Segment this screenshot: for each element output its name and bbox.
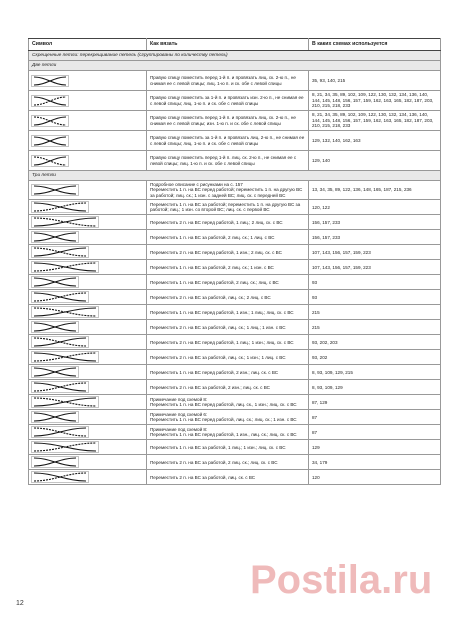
how-to-knit-cell: Переместить 1 п. на ВС за работой, 2 лиц. ск.; 1 изн. с ВС (147, 260, 309, 275)
used-in-charts-cell: 87 (309, 410, 441, 425)
cable-symbol-icon (31, 381, 89, 393)
cable-symbol-icon (31, 231, 79, 243)
used-in-charts-cell: 87 (309, 425, 441, 440)
table-row (29, 440, 441, 455)
symbol-cell (29, 245, 147, 260)
used-in-charts-cell: 93 (309, 275, 441, 290)
section-title: Две петли (29, 61, 441, 71)
used-in-charts-cell: 120 (309, 470, 441, 485)
symbol-cell (29, 470, 147, 485)
table-row (29, 91, 441, 111)
symbol-cell (29, 440, 147, 455)
table-row (29, 455, 441, 470)
header-symbol: Символ (29, 39, 147, 51)
how-to-knit-cell: Переместить 1 п. на ВС перед работой, 1 изн.; 1 лиц.; лиц. ск. с ВС (147, 305, 309, 320)
symbol-cell (29, 131, 147, 151)
legend-page (28, 38, 440, 485)
section-title: Скрещенные петли: перекрещивание петель (сгруппированы по количеству петель) (29, 51, 441, 61)
section-crossed (29, 51, 441, 61)
how-to-knit-cell: Подробное описание с рисунками на с. 157 Переместить 1 п. на ВС перед работой; переместить 1 п. на другую ВС за работой; лиц. ск.; 1 изн. с задней ВС; лиц. ск. с передней ВС (147, 181, 309, 200)
table-row (29, 395, 441, 410)
how-to-knit-cell: Правую спицу поместить за 1-й п. и провязать лиц. 2-ю п., не снимая ее с левой спицы; лиц. 1-ю п. и ск. обе с левой спицы (147, 131, 309, 151)
how-to-knit-cell: Примечание под схемой 8: Переместить 1 п. на ВС перед работой, лиц. ск., 1 изн.; лиц. ск. с ВС (147, 395, 309, 410)
table-row (29, 260, 441, 275)
how-to-knit-cell: Переместить 2 п. на ВС перед работой, 1 изн.; 2 лиц. ск. с ВС (147, 245, 309, 260)
cable-symbol-icon (31, 336, 89, 348)
used-in-charts-cell: 34, 179 (309, 455, 441, 470)
table-row (29, 151, 441, 171)
watermark-text: Postila.ru (250, 558, 433, 602)
used-in-charts-cell: 215 (309, 320, 441, 335)
header-used: В каких схемах используется (309, 39, 441, 51)
cable-symbol-icon (31, 306, 99, 318)
used-in-charts-cell: 8, 21, 34, 35, 89, 102, 109, 122, 130, 132, 134, 136, 140, 144, 145, 148, 156, 157, 159, 162, 163, 165, 182, 187, 203, 210, 215, 218, 233 (309, 111, 441, 131)
cable-symbol-icon (31, 135, 69, 147)
header-how: Как вязать (147, 39, 309, 51)
used-in-charts-cell: 8, 93, 109, 129, 215 (309, 365, 441, 380)
table-row (29, 470, 441, 485)
table-row (29, 215, 441, 230)
how-to-knit-cell: Правую спицу поместить за 1-й п. и провязать изн. 2-ю п., не снимая ее с левой спицы; лиц. 1-ю п. и ск. обе с левой спицы (147, 91, 309, 111)
used-in-charts-cell: 8, 93, 109, 129 (309, 380, 441, 395)
how-to-knit-cell: Правую спицу поместить перед 1-й п. лиц. ск. 2-ю п., не снимая ее с левой спицы; лиц. 1-ю п. и ск. обе с левой спицы (147, 151, 309, 171)
used-in-charts-cell: 13, 34, 35, 89, 122, 136, 148, 165, 187, 215, 236 (309, 181, 441, 200)
cable-symbol-icon (31, 95, 69, 107)
cable-symbol-icon (31, 441, 99, 453)
cable-symbol-icon (31, 155, 69, 167)
symbol-cell (29, 380, 147, 395)
table-row (29, 410, 441, 425)
used-in-charts-cell: 8, 21, 34, 35, 89, 102, 109, 122, 130, 132, 134, 136, 140, 144, 145, 148, 156, 157, 159, 162, 163, 165, 182, 187, 203, 210, 215, 218, 233 (309, 91, 441, 111)
symbols-table (28, 38, 441, 485)
cable-symbol-icon (31, 291, 89, 303)
how-to-knit-cell: Переместить 1 п. на ВС перед работой, 2 изн.; лиц. ск. с ВС (147, 365, 309, 380)
symbol-cell (29, 260, 147, 275)
cable-symbol-icon (31, 201, 89, 213)
table-row (29, 365, 441, 380)
table-row (29, 111, 441, 131)
used-in-charts-cell: 129 (309, 440, 441, 455)
cable-symbol-icon (31, 366, 79, 378)
symbol-cell (29, 365, 147, 380)
table-row (29, 380, 441, 395)
how-to-knit-cell: Примечание под схемой 8: Переместить 1 п. на ВС перед работой, 1 изн., лиц. ск.; лиц. ск. с ВС (147, 425, 309, 440)
how-to-knit-cell: Правую спицу поместить перед 1-й п. и провязать лиц. ск. 2-ю п., не снимая ее с левой спицы; лиц. 1-ю п. и ск. обе с левой спицы (147, 71, 309, 91)
symbol-cell (29, 71, 147, 91)
table-row (29, 335, 441, 350)
how-to-knit-cell: Правую спицу поместить перед 1-й п. и провязать лиц. ск. 2-ю п., не снимая ее с левой спицы; изн. 1-ю п. и ск. обе с левой спицы (147, 111, 309, 131)
used-in-charts-cell: 129, 132, 140, 162, 163 (309, 131, 441, 151)
how-to-knit-cell: Переместить 2 п. на ВС перед работой, 1 лиц.; 2 лиц. ск. с ВС (147, 215, 309, 230)
used-in-charts-cell: 215 (309, 305, 441, 320)
used-in-charts-cell: 107, 143, 156, 157, 159, 223 (309, 260, 441, 275)
table-row (29, 320, 441, 335)
cable-symbol-icon (31, 456, 79, 468)
how-to-knit-cell: Примечание под схемой 6: Переместить 1 п. на ВС перед работой, лиц. ск.; лиц. ск.; 1 изн. с ВС (147, 410, 309, 425)
table-header (29, 39, 441, 51)
table-row (29, 181, 441, 200)
section-title: Три петли (29, 171, 441, 181)
cable-symbol-icon (31, 276, 79, 288)
how-to-knit-cell: Переместить 2 п. на ВС перед работой, 1 лиц.; 1 изн.; лиц. ск. с ВС (147, 335, 309, 350)
how-to-knit-cell: Переместить 2 п. на ВС за работой, 2 изн.; лиц. ск. с ВС (147, 380, 309, 395)
table-row (29, 200, 441, 215)
symbol-cell (29, 215, 147, 230)
symbol-cell (29, 230, 147, 245)
cable-symbol-icon (31, 246, 89, 258)
page-number: 12 (16, 600, 24, 607)
symbol-cell (29, 410, 147, 425)
symbol-cell (29, 425, 147, 440)
cable-symbol-icon (31, 321, 79, 333)
symbol-cell (29, 320, 147, 335)
symbol-cell (29, 395, 147, 410)
symbol-cell (29, 111, 147, 131)
symbol-cell (29, 181, 147, 200)
used-in-charts-cell: 93, 202, 203 (309, 335, 441, 350)
symbol-cell (29, 335, 147, 350)
cable-symbol-icon (31, 471, 89, 483)
table-row (29, 131, 441, 151)
used-in-charts-cell: 156, 157, 233 (309, 215, 441, 230)
how-to-knit-cell: Переместить 2 п. на ВС за работой, лиц. ск.; 1 изн.; 1 лиц. с ВС (147, 350, 309, 365)
cable-symbol-icon (31, 216, 99, 228)
cable-symbol-icon (31, 426, 89, 438)
table-row (29, 275, 441, 290)
table-row (29, 290, 441, 305)
symbol-cell (29, 290, 147, 305)
symbol-cell (29, 275, 147, 290)
used-in-charts-cell: 156, 157, 233 (309, 230, 441, 245)
used-in-charts-cell: 107, 143, 156, 157, 159, 223 (309, 245, 441, 260)
watermark-logo (250, 555, 460, 605)
table-body (29, 51, 441, 485)
table-row (29, 245, 441, 260)
how-to-knit-cell: Переместить 2 п. на ВС за работой, лиц. ск.; 2 лиц. с ВС (147, 290, 309, 305)
used-in-charts-cell: 129, 140 (309, 151, 441, 171)
how-to-knit-cell: Переместить 1 п. на ВС за работой; переместить 1 п. на другую ВС за работой; лиц.; 1 изн. со второй ВС; лиц. ск. с первой ВС (147, 200, 309, 215)
symbol-cell (29, 200, 147, 215)
table-row (29, 230, 441, 245)
cable-symbol-icon (31, 411, 79, 423)
used-in-charts-cell: 120, 122 (309, 200, 441, 215)
how-to-knit-cell: Переместить 2 п. на ВС за работой, лиц. ск.; 1 лиц.; 1 изн. с ВС (147, 320, 309, 335)
used-in-charts-cell: 93 (309, 290, 441, 305)
used-in-charts-cell: 93, 202 (309, 350, 441, 365)
table-row (29, 350, 441, 365)
table-row (29, 305, 441, 320)
cable-symbol-icon (31, 115, 69, 127)
how-to-knit-cell: Переместить 1 п. на ВС за работой, 1 лиц.; 1 изн.; лиц. ск. с ВС (147, 440, 309, 455)
used-in-charts-cell: 87, 129 (309, 395, 441, 410)
symbol-cell (29, 151, 147, 171)
how-to-knit-cell: Переместить 1 п. на ВС за работой, 2 лиц. ск.; 1 лиц. с ВС (147, 230, 309, 245)
section-three-stitches (29, 171, 441, 181)
section-two-stitches (29, 61, 441, 71)
table-row (29, 425, 441, 440)
cable-symbol-icon (31, 396, 99, 408)
cable-symbol-icon (31, 75, 69, 87)
used-in-charts-cell: 35, 93, 140, 215 (309, 71, 441, 91)
how-to-knit-cell: Переместить 2 п. на ВС за работой, лиц. ск. с ВС (147, 470, 309, 485)
cable-symbol-icon (31, 261, 99, 273)
cable-symbol-icon (31, 351, 99, 363)
how-to-knit-cell: Переместить 2 п. на ВС за работой, 2 лиц. ск.; лиц. ск. с ВС (147, 455, 309, 470)
symbol-cell (29, 91, 147, 111)
symbol-cell (29, 305, 147, 320)
how-to-knit-cell: Переместить 1 п. на ВС перед работой, 2 лиц. ск.; лиц. с ВС (147, 275, 309, 290)
table-row (29, 71, 441, 91)
symbol-cell (29, 455, 147, 470)
symbol-cell (29, 350, 147, 365)
cable-symbol-icon (31, 184, 79, 196)
